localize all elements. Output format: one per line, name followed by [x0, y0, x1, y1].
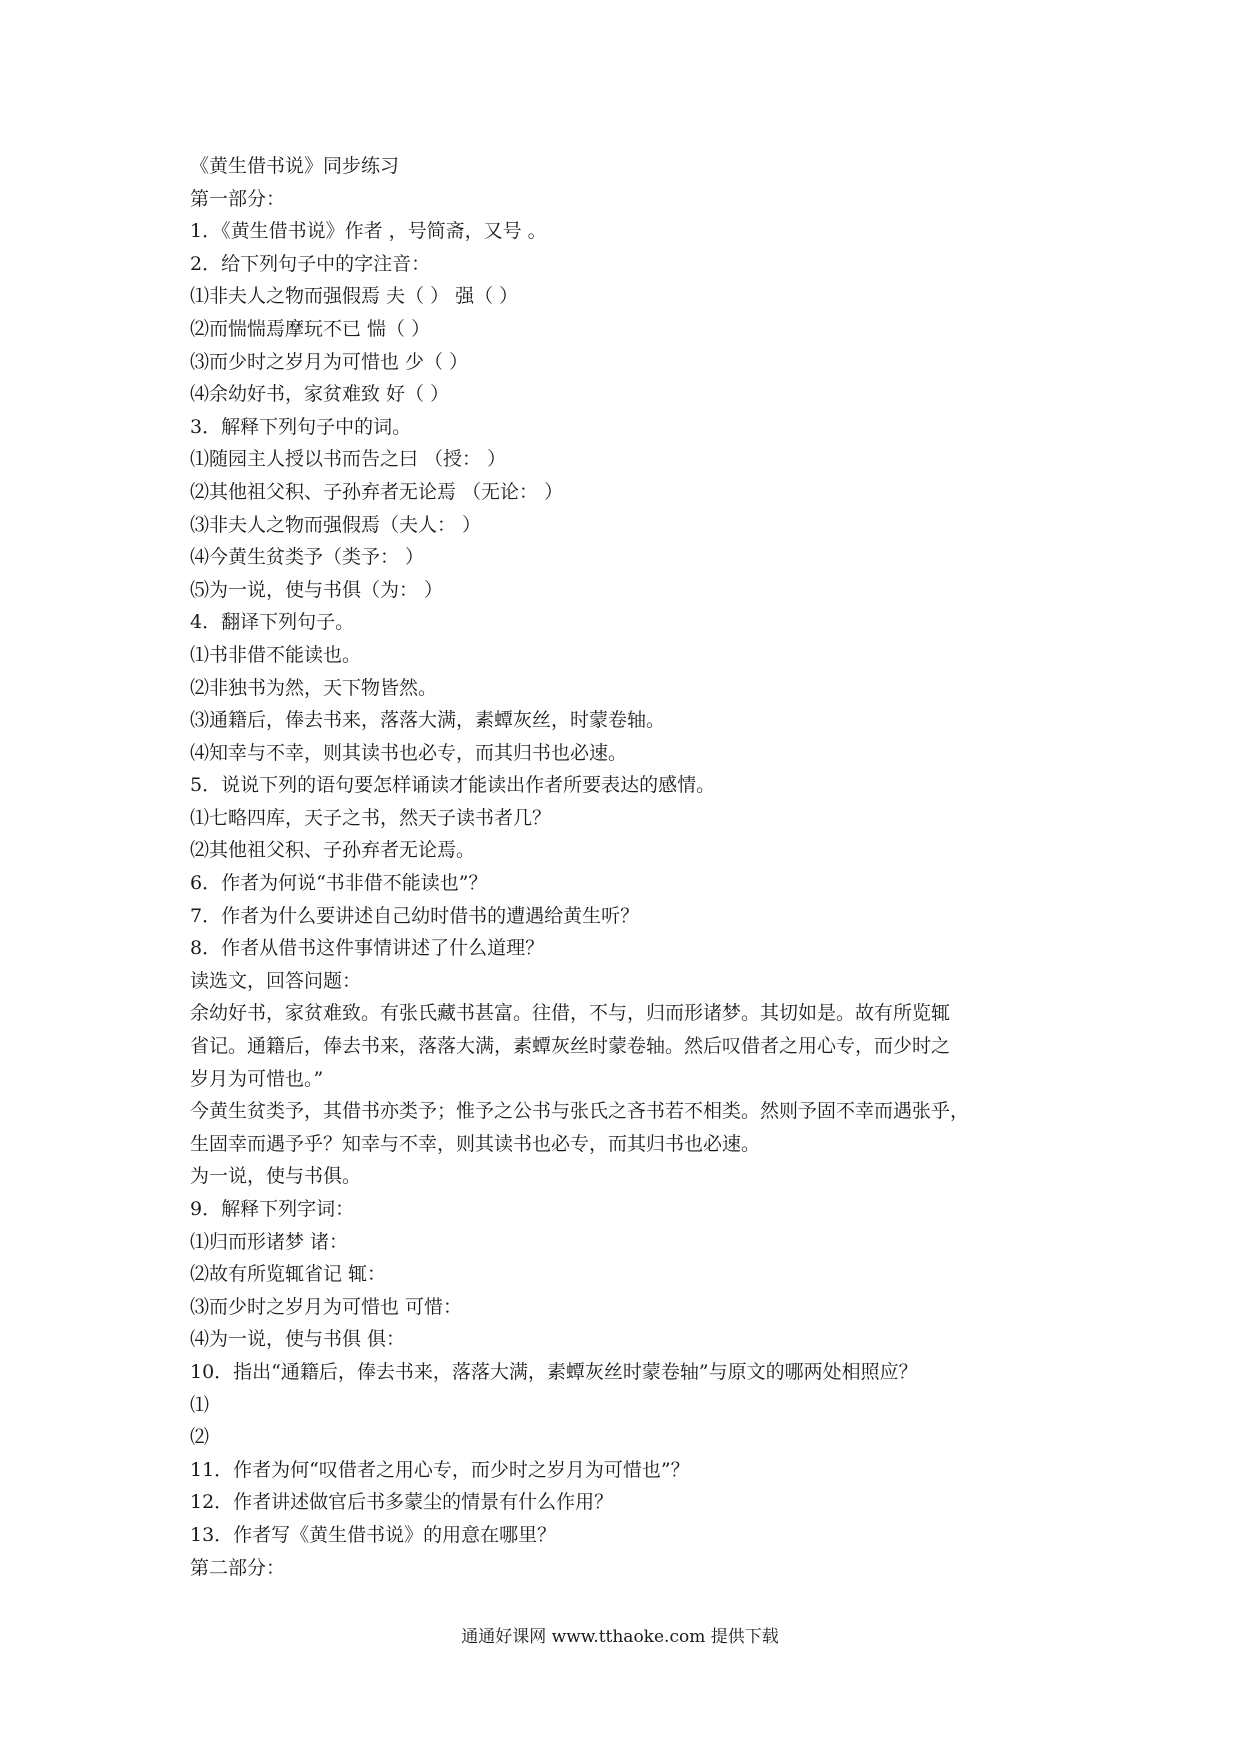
- question-4-item-2: ⑵非独书为然，天下物皆然。: [190, 676, 438, 699]
- passage-paragraph-1: [190, 997, 1070, 1095]
- question-10-item-1: ⑴: [190, 1393, 210, 1416]
- question-3-item-3: ⑶非夫人之物而强假焉（夫人： ）: [190, 513, 482, 536]
- question-3-item-5: ⑸为一说，使与书俱（为： ）: [190, 578, 444, 601]
- question-9-item-1: ⑴归而形诸梦 诸：: [190, 1230, 349, 1253]
- passage-line: 余幼好书，家贫难致。有张氏藏书甚富。往借，不与，归而形诸梦。其切如是。故有所览辄: [190, 1002, 951, 1025]
- question-3: 3．解释下列句子中的词。: [190, 415, 412, 438]
- question-9: 9．解释下列字词：: [190, 1198, 355, 1220]
- page-footer: 通通好课网 www.tthaoke.com 提供下载: [461, 1627, 779, 1647]
- passage-line: 今黄生贫类予，其借书亦类予；惟予之公书与张氏之吝书若不相类。然则予固不幸而遇张乎，: [190, 1100, 970, 1123]
- question-9-item-4: ⑷为一说，使与书俱 俱：: [190, 1328, 406, 1351]
- question-5-item-1: ⑴七略四库，天子之书，然天子读书者几？: [190, 806, 552, 829]
- passage-paragraph-3: 为一说，使与书俱。: [190, 1165, 362, 1188]
- question-3-item-4: ⑷今黄生贫类予（类予： ）: [190, 546, 425, 569]
- question-3-item-1: ⑴随园主人授以书而告之曰 （授： ）: [190, 448, 507, 471]
- question-2-item-3: ⑶而少时之岁月为可惜也 少（ ）: [190, 350, 469, 373]
- section-heading-part2: 第二部分：: [190, 1556, 286, 1579]
- question-2: 2．给下列句子中的字注音：: [190, 252, 431, 275]
- question-12: 12．作者讲述做官后书多蒙尘的情景有什么作用？: [190, 1491, 614, 1514]
- question-5: 5．说说下列的语句要怎样诵读才能读出作者所要表达的感情。: [190, 774, 716, 797]
- question-1: 1．《黄生借书说》作者 ，号简斋，又号 。: [190, 220, 547, 243]
- question-6: 6．作者为何说“书非借不能读也”？: [190, 872, 488, 895]
- question-9-item-2: ⑵故有所览辄省记 辄：: [190, 1263, 387, 1286]
- question-2-item-1: ⑴非夫人之物而强假焉 夫（ ） 强（ ）: [190, 285, 519, 308]
- question-4-item-1: ⑴书非借不能读也。: [190, 643, 362, 666]
- question-9-item-3: ⑶而少时之岁月为可惜也 可惜：: [190, 1295, 463, 1318]
- passage-paragraph-2: [190, 1095, 1070, 1160]
- question-3-item-2: ⑵其他祖父积、子孙弃者无论焉 （无论： ）: [190, 480, 564, 503]
- question-5-item-2: ⑵其他祖父积、子孙弃者无论焉。: [190, 839, 476, 862]
- document-body: [190, 150, 1070, 1584]
- question-2-item-2: ⑵而惴惴焉摩玩不已 惴（ ）: [190, 317, 431, 340]
- question-10: 10．指出“通籍后，俸去书来，落落大满，素蟫灰丝时蒙卷轴”与原文的哪两处相照应？: [190, 1360, 918, 1383]
- passage-line: 岁月为可惜也。”: [190, 1067, 324, 1090]
- passage-line: 省记。通籍后，俸去书来，落落大满，素蟫灰丝时蒙卷轴。然后叹借者之用心专，而少时之: [190, 1035, 951, 1058]
- question-13: 13．作者写《黄生借书说》的用意在哪里？: [190, 1523, 557, 1546]
- question-10-item-2: ⑵: [190, 1426, 210, 1449]
- question-4-item-4: ⑷知幸与不幸，则其读书也必专，而其归书也必速。: [190, 741, 628, 764]
- question-4-item-3: ⑶通籍后，俸去书来，落落大满，素蟫灰丝，时蒙卷轴。: [190, 709, 666, 732]
- question-7: 7．作者为什么要讲述自己幼时借书的遭遇给黄生听？: [190, 904, 640, 927]
- question-4: 4．翻译下列句子。: [190, 611, 355, 634]
- reading-intro: 读选文，回答问题：: [190, 969, 362, 992]
- question-8: 8．作者从借书这件事情讲述了什么道理？: [190, 937, 545, 960]
- passage-line: 生固幸而遇予乎？知幸与不幸，则其读书也必专，而其归书也必速。: [190, 1132, 761, 1155]
- document-title: 《黄生借书说》同步练习: [190, 155, 400, 177]
- section-heading-part1: 第一部分：: [190, 187, 286, 210]
- question-2-item-4: ⑷余幼好书，家贫难致 好（ ）: [190, 383, 450, 406]
- question-11: 11．作者为何“叹借者之用心专，而少时之岁月为可惜也”？: [190, 1458, 690, 1481]
